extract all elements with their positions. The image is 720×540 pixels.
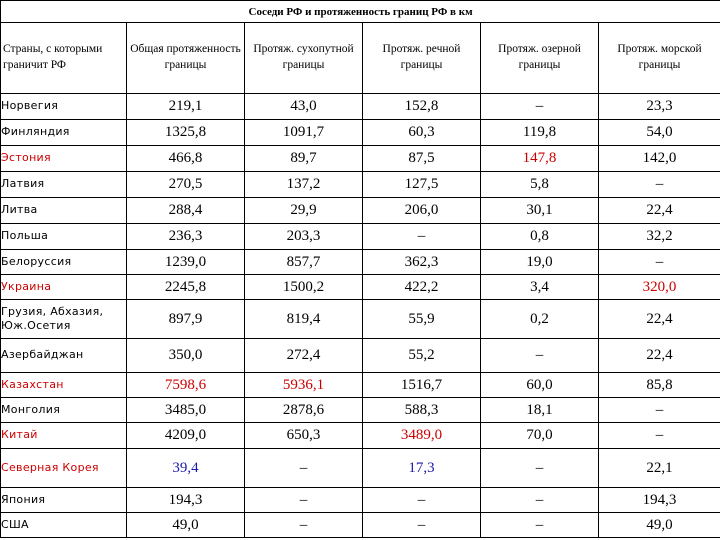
- value-cell-lake: 19,0: [481, 250, 599, 275]
- value-cell-river: 1516,7: [363, 373, 481, 398]
- value-cell-total: 1325,8: [127, 120, 245, 146]
- table-row: [1, 94, 720, 120]
- value-cell-lake: 119,8: [481, 120, 599, 146]
- value-cell-land: –: [245, 488, 363, 513]
- value-cell-lake: 70,0: [481, 423, 599, 449]
- value-cell-land: 2878,6: [245, 398, 363, 423]
- table-row: [1, 373, 720, 398]
- table-row: [1, 488, 720, 513]
- table-row: [1, 300, 720, 339]
- country-cell: Монголия: [1, 398, 127, 423]
- value-cell-lake: –: [481, 449, 599, 488]
- table-body: [1, 94, 720, 538]
- value-cell-sea: 22,4: [599, 339, 720, 373]
- value-cell-land: 819,4: [245, 300, 363, 339]
- country-cell: Литва: [1, 198, 127, 224]
- value-cell-total: 7598,6: [127, 373, 245, 398]
- value-cell-total: 194,3: [127, 488, 245, 513]
- value-cell-sea: 49,0: [599, 513, 720, 538]
- table-row: [1, 198, 720, 224]
- value-cell-sea: –: [599, 423, 720, 449]
- value-cell-land: 650,3: [245, 423, 363, 449]
- value-cell-lake: –: [481, 339, 599, 373]
- value-cell-total: 350,0: [127, 339, 245, 373]
- value-cell-river: 588,3: [363, 398, 481, 423]
- value-cell-river: 362,3: [363, 250, 481, 275]
- value-cell-river: 152,8: [363, 94, 481, 120]
- value-cell-river: –: [363, 513, 481, 538]
- col-header-total: Общая протяженность границы: [127, 23, 245, 94]
- value-cell-total: 897,9: [127, 300, 245, 339]
- col-header-country: Страны, с которыми граничит РФ: [1, 23, 127, 94]
- value-cell-land: 272,4: [245, 339, 363, 373]
- value-cell-lake: 18,1: [481, 398, 599, 423]
- value-cell-land: 5936,1: [245, 373, 363, 398]
- value-cell-sea: –: [599, 398, 720, 423]
- country-cell: Япония: [1, 488, 127, 513]
- country-cell: Эстония: [1, 146, 127, 172]
- value-cell-land: 137,2: [245, 172, 363, 198]
- country-cell: Грузия, Абхазия, Юж.Осетия: [1, 300, 127, 339]
- value-cell-lake: 0,8: [481, 224, 599, 250]
- table-row: [1, 339, 720, 373]
- table-row: [1, 423, 720, 449]
- value-cell-lake: 5,8: [481, 172, 599, 198]
- table-row: [1, 398, 720, 423]
- value-cell-total: 270,5: [127, 172, 245, 198]
- table-row: [1, 172, 720, 198]
- country-cell: Китай: [1, 423, 127, 449]
- value-cell-river: 17,3: [363, 449, 481, 488]
- country-cell: Казахстан: [1, 373, 127, 398]
- value-cell-total: 1239,0: [127, 250, 245, 275]
- value-cell-total: 466,8: [127, 146, 245, 172]
- value-cell-sea: 142,0: [599, 146, 720, 172]
- value-cell-sea: 22,4: [599, 198, 720, 224]
- value-cell-lake: 0,2: [481, 300, 599, 339]
- value-cell-river: 422,2: [363, 275, 481, 300]
- country-cell: Белоруссия: [1, 250, 127, 275]
- country-cell: Северная Корея: [1, 449, 127, 488]
- header-row: [1, 23, 720, 94]
- value-cell-river: 206,0: [363, 198, 481, 224]
- value-cell-river: 55,2: [363, 339, 481, 373]
- value-cell-sea: 22,1: [599, 449, 720, 488]
- value-cell-river: 60,3: [363, 120, 481, 146]
- col-header-river: Протяж. речной границы: [363, 23, 481, 94]
- value-cell-land: 89,7: [245, 146, 363, 172]
- value-cell-lake: 60,0: [481, 373, 599, 398]
- value-cell-land: –: [245, 449, 363, 488]
- value-cell-land: 1500,2: [245, 275, 363, 300]
- value-cell-land: 29,9: [245, 198, 363, 224]
- value-cell-lake: –: [481, 513, 599, 538]
- value-cell-river: –: [363, 488, 481, 513]
- table-row: [1, 146, 720, 172]
- value-cell-total: 2245,8: [127, 275, 245, 300]
- table-row: [1, 513, 720, 538]
- value-cell-sea: –: [599, 250, 720, 275]
- col-header-land: Протяж. сухопутной границы: [245, 23, 363, 94]
- country-cell: Латвия: [1, 172, 127, 198]
- value-cell-sea: –: [599, 172, 720, 198]
- table-row: [1, 275, 720, 300]
- value-cell-sea: 194,3: [599, 488, 720, 513]
- table-title: Соседи РФ и протяженность границ РФ в км: [1, 1, 720, 23]
- table-row: [1, 224, 720, 250]
- value-cell-total: 39,4: [127, 449, 245, 488]
- value-cell-sea: 54,0: [599, 120, 720, 146]
- value-cell-total: 3485,0: [127, 398, 245, 423]
- value-cell-lake: –: [481, 488, 599, 513]
- value-cell-river: 127,5: [363, 172, 481, 198]
- value-cell-land: 43,0: [245, 94, 363, 120]
- value-cell-sea: 23,3: [599, 94, 720, 120]
- value-cell-lake: 147,8: [481, 146, 599, 172]
- value-cell-total: 4209,0: [127, 423, 245, 449]
- col-header-sea: Протяж. морской границы: [599, 23, 720, 94]
- value-cell-total: 288,4: [127, 198, 245, 224]
- value-cell-land: –: [245, 513, 363, 538]
- value-cell-land: 203,3: [245, 224, 363, 250]
- value-cell-sea: 32,2: [599, 224, 720, 250]
- value-cell-lake: 3,4: [481, 275, 599, 300]
- country-cell: Украина: [1, 275, 127, 300]
- value-cell-total: 236,3: [127, 224, 245, 250]
- table-row: [1, 449, 720, 488]
- country-cell: Азербайджан: [1, 339, 127, 373]
- value-cell-lake: –: [481, 94, 599, 120]
- value-cell-lake: 30,1: [481, 198, 599, 224]
- value-cell-total: 49,0: [127, 513, 245, 538]
- country-cell: Финляндия: [1, 120, 127, 146]
- country-cell: Польша: [1, 224, 127, 250]
- value-cell-river: 87,5: [363, 146, 481, 172]
- value-cell-sea: 320,0: [599, 275, 720, 300]
- country-cell: США: [1, 513, 127, 538]
- value-cell-river: –: [363, 224, 481, 250]
- col-header-lake: Протяж. озерной границы: [481, 23, 599, 94]
- value-cell-total: 219,1: [127, 94, 245, 120]
- value-cell-sea: 22,4: [599, 300, 720, 339]
- value-cell-river: 55,9: [363, 300, 481, 339]
- table-row: [1, 250, 720, 275]
- value-cell-sea: 85,8: [599, 373, 720, 398]
- value-cell-river: 3489,0: [363, 423, 481, 449]
- value-cell-land: 857,7: [245, 250, 363, 275]
- value-cell-land: 1091,7: [245, 120, 363, 146]
- country-cell: Норвегия: [1, 94, 127, 120]
- table-row: [1, 120, 720, 146]
